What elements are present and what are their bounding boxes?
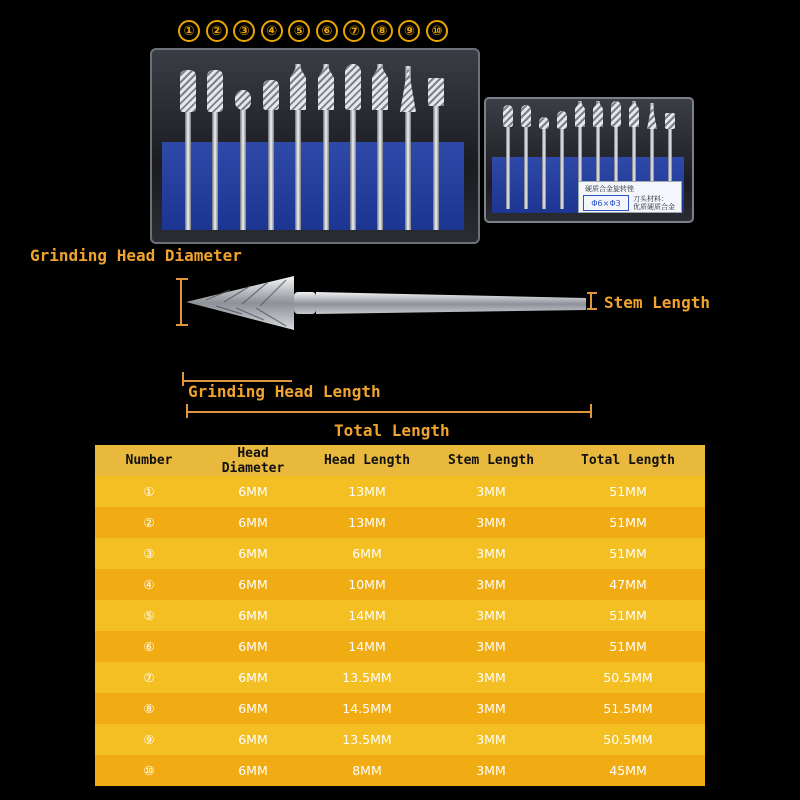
cell-head-length: 13MM: [348, 515, 386, 530]
header-head-diameter: Head Diameter: [221, 445, 285, 476]
cell-number: ①: [143, 484, 155, 499]
burr-bit-2: [212, 70, 218, 230]
table-row: [95, 693, 705, 724]
total-length-line: [186, 411, 591, 413]
burr-bit-5: [295, 64, 301, 230]
table-row: [95, 569, 705, 600]
cell-head-diameter: 6MM: [238, 732, 268, 747]
number-badge-3: ③: [233, 20, 255, 42]
burr-neck: [294, 292, 316, 314]
burr-bit-10: [433, 78, 439, 230]
cell-head-diameter: 6MM: [238, 577, 268, 592]
cell-head-length: 10MM: [348, 577, 386, 592]
table-row: [95, 538, 705, 569]
small-bit-3: [542, 117, 546, 209]
cell-head-diameter: 6MM: [238, 670, 268, 685]
foam-insert: [162, 142, 464, 230]
cell-head-length: 14MM: [348, 639, 386, 654]
table-row: [95, 662, 705, 693]
package-label-material: [633, 195, 675, 211]
head-diameter-label: Grinding Head Diameter: [30, 246, 242, 265]
cell-head-diameter: 6MM: [238, 639, 268, 654]
head-length-label: Grinding Head Length: [188, 382, 381, 401]
burr-stem: [316, 292, 586, 314]
cell-head-diameter: 6MM: [238, 484, 268, 499]
cell-total-length: 51.5MM: [603, 701, 653, 716]
cell-number: ⑨: [143, 732, 155, 747]
cell-stem-length: 3MM: [476, 670, 506, 685]
cell-stem-length: 3MM: [476, 763, 506, 778]
cell-head-length: 6MM: [352, 546, 382, 561]
cell-total-length: 51MM: [609, 484, 647, 499]
cell-head-diameter: 6MM: [238, 608, 268, 623]
cell-total-length: 45MM: [609, 763, 647, 778]
number-badge-7: ⑦: [343, 20, 365, 42]
table-row: [95, 600, 705, 631]
small-bit-4: [560, 111, 564, 209]
cell-total-length: 51MM: [609, 515, 647, 530]
spec-table: [95, 445, 705, 786]
cell-head-length: 14MM: [348, 608, 386, 623]
cell-head-length: 13.5MM: [342, 670, 392, 685]
number-badge-9: ⑨: [398, 20, 420, 42]
number-badge-5: ⑤: [288, 20, 310, 42]
header-total-length: Total Length: [581, 453, 675, 468]
burr-bit-6: [323, 64, 329, 230]
burr-bit-8: [377, 64, 383, 230]
carbide-burr-diagram: [186, 266, 596, 346]
number-badge-4: ④: [261, 20, 283, 42]
total-length-label: Total Length: [334, 421, 450, 440]
table-header-row: [95, 445, 705, 476]
cell-stem-length: 3MM: [476, 608, 506, 623]
cell-stem-length: 3MM: [476, 546, 506, 561]
cell-stem-length: 3MM: [476, 639, 506, 654]
cell-head-diameter: 6MM: [238, 763, 268, 778]
package-label-title: 硬质合金旋转锉: [585, 185, 634, 193]
small-bit-2: [524, 105, 528, 209]
table-row: [95, 724, 705, 755]
burr-bit-1: [185, 70, 191, 230]
cell-number: ⑦: [143, 670, 155, 685]
number-badge-10: ⑩: [426, 20, 448, 42]
table-row: [95, 507, 705, 538]
cell-number: ④: [143, 577, 155, 592]
number-badge-6: ⑥: [316, 20, 338, 42]
cell-stem-length: 3MM: [476, 701, 506, 716]
table-row: [95, 755, 705, 786]
number-badge-8: ⑧: [371, 20, 393, 42]
product-case-small: [484, 97, 694, 223]
cell-number: ⑤: [143, 608, 155, 623]
stem-length-label: Stem Length: [604, 293, 710, 312]
cell-number: ⑧: [143, 701, 155, 716]
burr-head-cone: [186, 276, 294, 330]
cell-head-diameter: 6MM: [238, 515, 268, 530]
header-stem-length: Stem Length: [447, 453, 535, 468]
header-number: Number: [125, 453, 173, 468]
package-label-spec: Φ6×Φ3: [583, 195, 629, 211]
cell-total-length: 51MM: [609, 546, 647, 561]
cell-total-length: 51MM: [609, 639, 647, 654]
burr-bit-7: [350, 64, 356, 230]
small-bit-1: [506, 105, 510, 209]
bit-number-row: [178, 20, 448, 48]
cell-total-length: 47MM: [609, 577, 647, 592]
number-badge-1: ①: [178, 20, 200, 42]
package-label: [578, 181, 682, 213]
product-case-large: [150, 48, 480, 244]
cell-number: ②: [143, 515, 155, 530]
cell-stem-length: 3MM: [476, 732, 506, 747]
cell-head-length: 8MM: [352, 763, 382, 778]
table-row: [95, 476, 705, 507]
total-length-tick-right: [590, 404, 592, 418]
head-length-tick: [182, 372, 184, 386]
number-badge-2: ②: [206, 20, 228, 42]
cell-number: ③: [143, 546, 155, 561]
cell-stem-length: 3MM: [476, 515, 506, 530]
cell-stem-length: 3MM: [476, 484, 506, 499]
burr-bit-9: [405, 66, 411, 230]
cell-total-length: 50.5MM: [603, 670, 653, 685]
cell-head-diameter: 6MM: [238, 701, 268, 716]
cell-number: ⑥: [143, 639, 155, 654]
header-head-length: Head Length: [323, 453, 411, 468]
cell-total-length: 51MM: [609, 608, 647, 623]
cell-head-length: 13.5MM: [342, 732, 392, 747]
cell-stem-length: 3MM: [476, 577, 506, 592]
package-label-line3: 优质硬质合金: [633, 203, 675, 211]
cell-total-length: 50.5MM: [603, 732, 653, 747]
table-row: [95, 631, 705, 662]
burr-bit-4: [268, 80, 274, 230]
burr-bit-3: [240, 90, 246, 230]
stem-length-bracket: [590, 292, 598, 310]
cell-head-length: 14.5MM: [342, 701, 392, 716]
cell-head-diameter: 6MM: [238, 546, 268, 561]
cell-head-length: 13MM: [348, 484, 386, 499]
package-label-line2: 刀头材料：: [633, 195, 668, 203]
cell-number: ⑩: [143, 763, 155, 778]
